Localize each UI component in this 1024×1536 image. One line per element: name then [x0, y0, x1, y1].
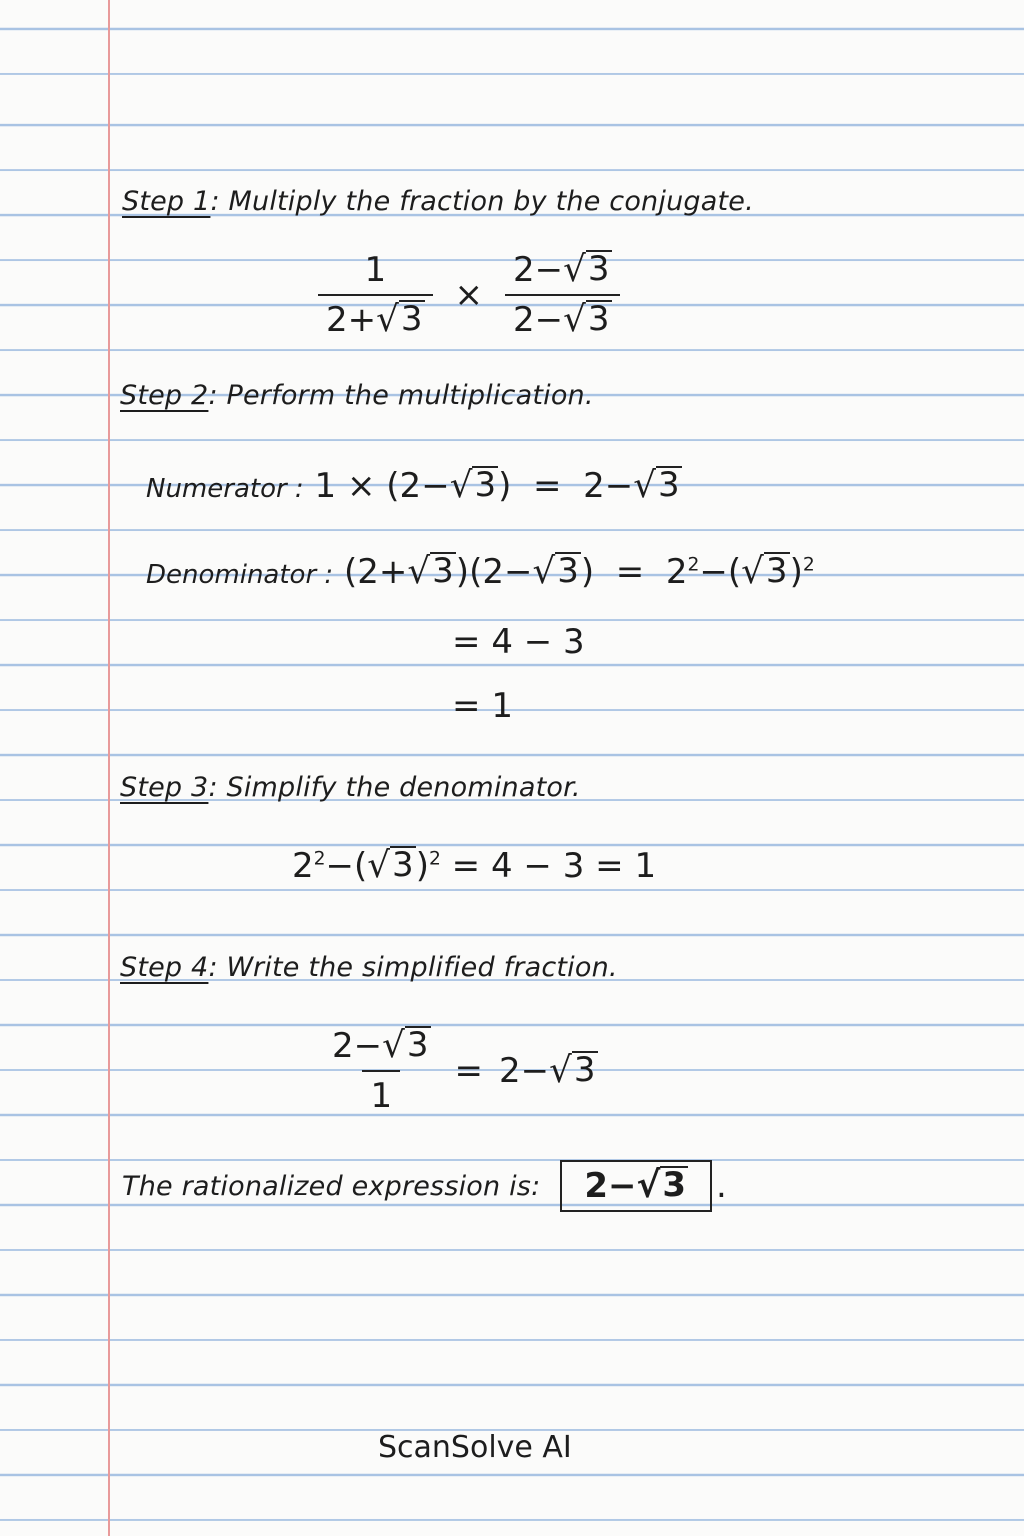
conjugate-fraction [505, 250, 620, 340]
digit-two: 2 [399, 466, 422, 506]
minus-sign: − [534, 250, 564, 290]
minus-sign: − [353, 1026, 383, 1066]
sqrt-three: √ 3 [636, 1165, 687, 1206]
step1-expression [318, 250, 620, 340]
right-paren: ) [415, 846, 429, 886]
left-paren: ( [727, 552, 742, 592]
times-sign: × [454, 275, 484, 315]
numerator-line [146, 466, 682, 506]
digit-two: 2 [332, 1026, 354, 1066]
left-paren: ( [354, 846, 368, 886]
simplified-fraction [324, 1026, 439, 1116]
step1-text: : Multiply the fraction by the conjugate. [210, 186, 754, 217]
step3-text: : Simplify the denominator. [208, 772, 581, 803]
digit-two: 2 [499, 1051, 521, 1091]
times-sign: × [346, 466, 376, 506]
left-paren: ( [469, 552, 483, 592]
minus-sign: − [699, 552, 728, 592]
right-paren: ) [498, 466, 512, 506]
left-paren: ( [386, 466, 400, 506]
original-fraction [318, 250, 433, 340]
minus-sign: − [604, 466, 634, 506]
sqrt-three: √ 3 [563, 249, 610, 290]
digit-two: 2 [584, 1166, 609, 1206]
exponent-two: 2 [802, 554, 815, 576]
step2-text: : Perform the multiplication. [208, 380, 594, 411]
denominator-line [146, 552, 815, 592]
answer-box [560, 1160, 712, 1212]
sqrt-three: √ 3 [367, 845, 414, 886]
plus-sign: + [347, 300, 377, 340]
denominator-label: Denominator : [146, 560, 334, 590]
footer-brand: ScanSolve AI [378, 1430, 572, 1465]
minus-sign: − [520, 1051, 550, 1091]
left-paren: ( [344, 552, 358, 592]
equals-sign: = [615, 552, 645, 592]
right-paren: ) [455, 552, 470, 592]
sqrt-three: √ 3 [532, 551, 579, 592]
digit-two: 2 [513, 300, 535, 340]
digit-two: 2 [583, 466, 605, 506]
sqrt-three: √ 3 [633, 465, 680, 506]
digit-one: 1 [491, 686, 513, 726]
step3-heading [120, 772, 581, 803]
notebook-margin-line [108, 0, 110, 1536]
right-paren: ) [789, 552, 803, 592]
step4-text: : Write the simplified fraction. [208, 952, 618, 983]
minus-sign: − [534, 300, 564, 340]
sqrt-three: √ 3 [382, 1025, 429, 1066]
step2-label: Step 2 [120, 380, 209, 411]
digit-one: 1 [370, 1076, 393, 1116]
digit-two: 2 [482, 552, 504, 592]
conclusion-text: The rationalized expression is: [122, 1170, 541, 1202]
plus-sign: + [378, 552, 408, 592]
minus-sign: − [325, 846, 355, 886]
digit-two: 2 [357, 552, 379, 592]
exponent-two: 2 [687, 554, 700, 576]
minus-sign: − [503, 552, 533, 592]
equals-sign: = [451, 846, 481, 886]
digit-two: 2 [292, 846, 314, 886]
sqrt-three: √ 3 [376, 299, 423, 340]
minus-sign: − [608, 1166, 637, 1206]
equals-sign: = [532, 466, 562, 506]
conclusion-period: . [716, 1166, 727, 1206]
step2-heading [120, 380, 594, 411]
four-minus-three: 4 − 3 [491, 622, 585, 662]
step3-expression [292, 846, 656, 886]
step4-label: Step 4 [120, 952, 209, 983]
digit-one: 1 [314, 466, 337, 506]
numerator-label: Numerator : [146, 474, 304, 504]
right-paren: ) [580, 552, 595, 592]
sqrt-three: √ 3 [563, 299, 610, 340]
step4-heading [120, 952, 618, 983]
sqrt-three: √ 3 [741, 551, 788, 592]
digit-two: 2 [513, 250, 535, 290]
digit-two: 2 [665, 552, 688, 592]
sqrt-three: √ 3 [449, 465, 497, 506]
sqrt-three: √ 3 [549, 1050, 596, 1091]
step1-heading [122, 186, 754, 217]
exponent-two: 2 [313, 848, 326, 870]
step4-expression [324, 1026, 598, 1116]
equals-sign: = [454, 1051, 484, 1091]
conclusion-line [122, 1160, 727, 1212]
simplification-result: 4 − 3 = 1 [490, 846, 657, 886]
numerator-one: 1 [364, 250, 387, 290]
step3-label: Step 3 [120, 772, 209, 803]
minus-sign: − [421, 466, 450, 506]
denominator-step-2 [452, 686, 513, 726]
equals-sign: = [452, 686, 481, 726]
result-expression [499, 1051, 598, 1091]
equals-sign: = [452, 622, 481, 662]
denominator-step-1 [452, 622, 585, 662]
step1-label: Step 1 [122, 186, 211, 217]
exponent-two: 2 [428, 848, 441, 870]
sqrt-three: √ 3 [407, 551, 454, 592]
digit-two: 2 [326, 300, 348, 340]
